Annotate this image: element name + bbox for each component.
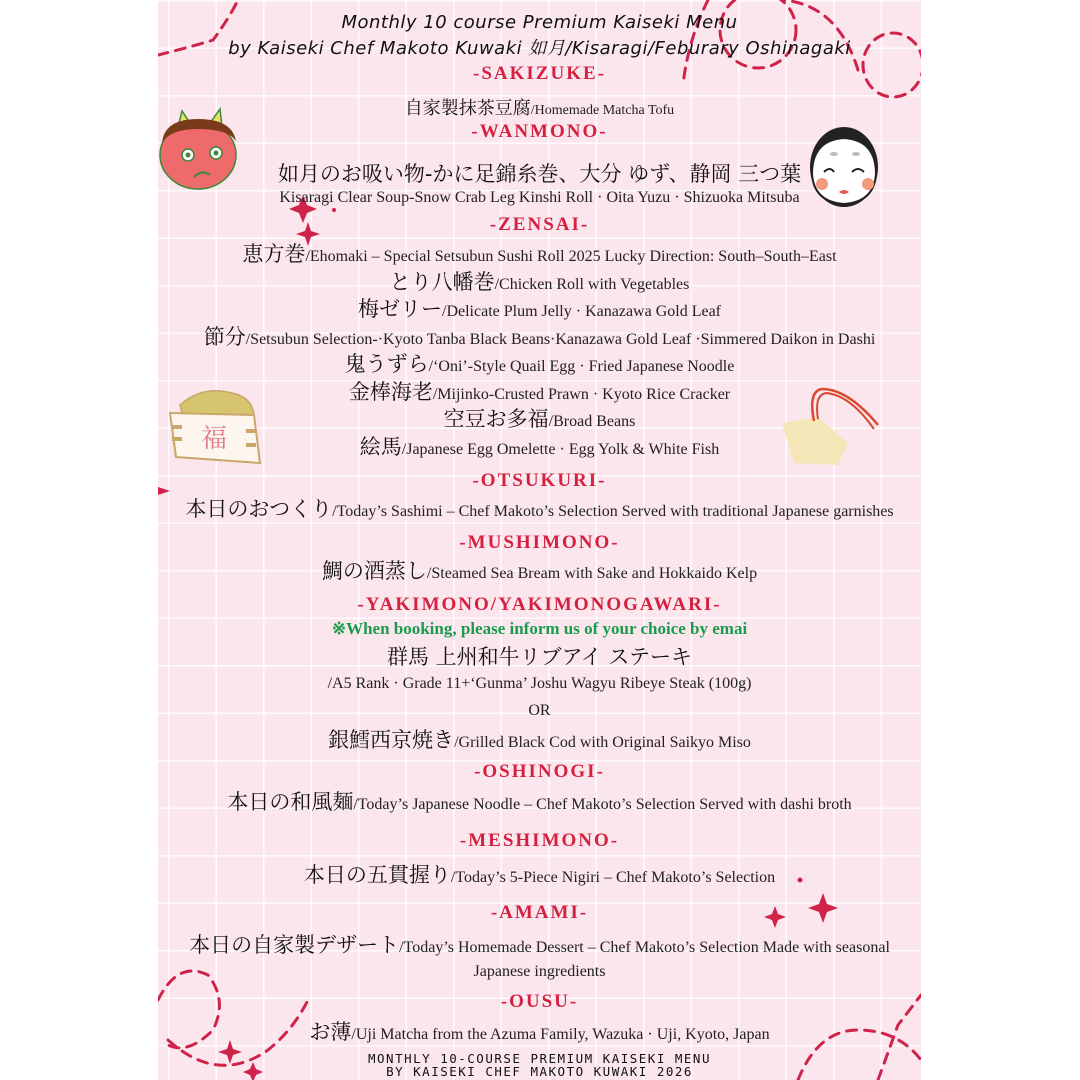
item-jp: 銀鱈西京焼き — [328, 728, 455, 752]
item-en: /Uji Matcha from the Azuma Family, Wazuka · Uji, Kyoto, Japan — [351, 1026, 770, 1043]
header-title-line2: by Kaiseki Chef Makoto Kuwaki 如月/Kisaragi/Feburary Oshinagaki — [228, 38, 851, 59]
footer-line1: MONTHLY 10-COURSE PREMIUM KAISEKI MENU — [368, 1051, 711, 1066]
menu-item — [158, 929, 921, 959]
item-en: /Grilled Black Cod with Original Saikyo Miso — [454, 734, 751, 751]
item-en: /Mijinko-Crusted Prawn · Kyoto Rice Cracker — [432, 386, 731, 403]
item-en: /Ehomaki – Special Setsubun Sushi Roll 2025 Lucky Direction: South–South–East — [305, 248, 837, 265]
item-jp: お薄 — [309, 1020, 352, 1044]
item-jp: 節分 — [203, 325, 246, 349]
item-jp: とり八幡巻 — [389, 270, 495, 294]
item-en: /Setsubun Selection-·Kyoto Tanba Black Beans·Kanazawa Gold Leaf ·Simmered Daikon in Dashi — [245, 331, 876, 348]
item-en: /Japanese Egg Omelette · Egg Yolk & White Fish — [401, 441, 720, 458]
section-title-zensai: -ZENSAI- — [489, 214, 590, 235]
menu-item — [158, 403, 921, 433]
section-title-wanmono: -WANMONO- — [471, 121, 608, 142]
item-jp: 如月のお吸い物-かに足錦糸巻、大分 ゆず、静岡 三つ葉 — [277, 162, 802, 186]
menu-item — [158, 94, 921, 120]
item-en: /‘Oni’-Style Quail Egg · Fried Japanese Noodle — [428, 358, 735, 375]
footer-line2: BY KAISEKI CHEF MAKOTO KUWAKI 2026 — [386, 1064, 693, 1079]
item-en-continued: Japanese ingredients — [473, 963, 606, 980]
section-title-meshimono: -MESHIMONO- — [459, 830, 620, 851]
item-jp: 絵馬 — [359, 435, 402, 459]
section-title-yakimono: -YAKIMONO/YAKIMONOGAWARI- — [357, 594, 722, 615]
menu-item — [158, 493, 921, 523]
item-jp: 空豆お多福 — [443, 407, 549, 431]
menu-page — [158, 0, 921, 1080]
menu-item — [158, 859, 921, 889]
item-en: /Today’s Japanese Noodle – Chef Makoto’s Selection Served with dashi broth — [353, 796, 852, 813]
item-en: /Steamed Sea Bream with Sake and Hokkaido Kelp — [426, 565, 758, 582]
or-divider: OR — [528, 702, 551, 719]
item-en: /Homemade Matcha Tofu — [530, 103, 675, 118]
item-jp: 金棒海老 — [348, 380, 433, 404]
item-en: /Today’s 5-Piece Nigiri – Chef Makoto’s Selection — [450, 869, 776, 886]
item-jp: 自家製抹茶豆腐 — [404, 98, 531, 119]
svg-text:福: 福 — [200, 424, 228, 454]
menu-item — [158, 555, 921, 585]
item-jp: 本日のおつくり — [185, 497, 333, 521]
item-jp: 本日の和風麺 — [227, 790, 354, 814]
item-en: /Today’s Homemade Dessert – Chef Makoto’s Selection Made with seasonal — [399, 939, 890, 956]
section-title-oshinogi: -OSHINOGI- — [474, 761, 605, 782]
menu-item — [158, 266, 921, 296]
section-title-mushimono: -MUSHIMONO- — [459, 532, 620, 553]
item-en: /Today’s Sashimi – Chef Makoto’s Selection Served with traditional Japanese garnishes — [332, 503, 894, 520]
item-jp: 本日の五貫握り — [303, 863, 451, 887]
item-en: /Broad Beans — [548, 413, 636, 430]
item-jp: 鬼うずら — [344, 352, 429, 376]
menu-item — [158, 786, 921, 816]
menu-item — [158, 431, 921, 461]
menu-item — [158, 376, 921, 406]
section-title-otsukuri: -OTSUKURI- — [472, 470, 607, 491]
booking-note: ※When booking, please inform us of your choice by emai — [331, 619, 748, 638]
item-jp: 鯛の酒蒸し — [321, 559, 427, 583]
menu-item — [158, 293, 921, 323]
menu-item — [158, 238, 921, 268]
header-title-line1: Monthly 10 course Premium Kaiseki Menu — [341, 12, 738, 33]
item-en: /A5 Rank · Grade 11+‘Gunma’ Joshu Wagyu Ribeye Steak (100g) — [327, 675, 752, 692]
section-title-amami: -AMAMI- — [490, 902, 589, 923]
menu-item — [158, 348, 921, 378]
menu-item — [158, 724, 921, 754]
menu-item — [158, 1016, 921, 1046]
item-jp: 恵方巻 — [242, 242, 306, 266]
item-jp: 本日の自家製デザート — [189, 933, 400, 957]
item-jp: 群馬 上州和牛リブアイ ステーキ — [386, 645, 693, 669]
section-title-ousu: -OUSU- — [500, 991, 579, 1012]
item-en: Kisaragi Clear Soup-Snow Crab Leg Kinshi Roll · Oita Yuzu · Shizuoka Mitsuba — [279, 189, 800, 206]
section-title-sakizuke: -SAKIZUKE- — [473, 63, 606, 84]
item-jp: 梅ゼリー — [358, 297, 442, 321]
item-en: /Chicken Roll with Vegetables — [494, 276, 690, 293]
menu-item — [158, 321, 921, 351]
item-en: /Delicate Plum Jelly · Kanazawa Gold Leaf — [442, 303, 721, 320]
